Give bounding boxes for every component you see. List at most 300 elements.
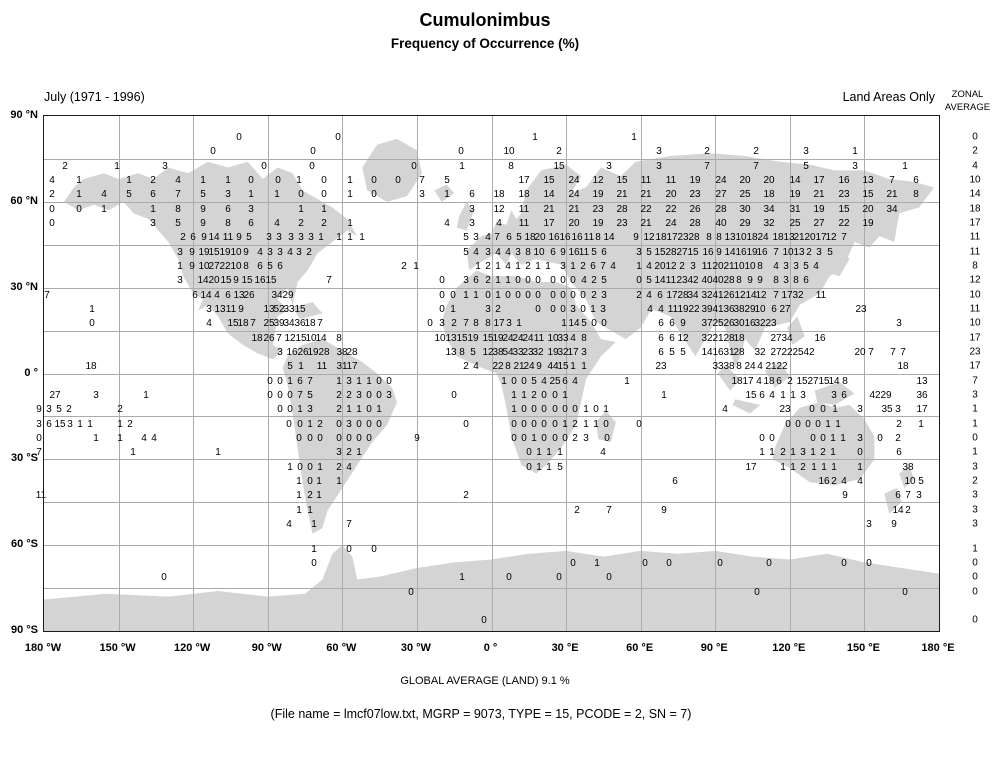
world-map-plot [35, 115, 940, 632]
zonal-average-value: 14 [969, 188, 981, 200]
frequency-value: 1 [562, 419, 568, 430]
frequency-value: 2 [451, 318, 457, 329]
zonal-header-line2: AVERAGE [944, 102, 991, 113]
frequency-value: 0 [296, 433, 302, 444]
frequency-value: 33 [712, 361, 724, 372]
latitude-tick-label: 90 °S [10, 624, 38, 636]
frequency-value: 1 [450, 304, 456, 315]
frequency-value: 17 [543, 218, 555, 229]
frequency-value: 17 [813, 175, 825, 186]
frequency-value: 7 [276, 333, 282, 344]
frequency-value: 0 [570, 558, 576, 569]
frequency-value: 33 [283, 304, 295, 315]
frequency-value: 21 [765, 361, 777, 372]
frequency-value: 0 [366, 433, 372, 444]
frequency-value: 2 [800, 462, 806, 473]
frequency-value: 16 [559, 232, 571, 243]
frequency-value: 3 [852, 161, 858, 172]
frequency-value: 3 [793, 261, 799, 272]
global-average-label: GLOBAL AVERAGE (LAND) 9.1 % [400, 675, 570, 687]
frequency-value: 3 [656, 161, 662, 172]
frequency-value: 15 [482, 333, 494, 344]
latitude-tick-label: 60 °S [10, 538, 38, 551]
frequency-value: 0 [550, 290, 556, 301]
frequency-value: 15 [553, 161, 565, 172]
frequency-value: 6 [913, 175, 919, 186]
frequency-value: 9 [661, 505, 667, 516]
frequency-value: 4 [757, 361, 763, 372]
frequency-value: 0 [317, 433, 323, 444]
frequency-value: 2 [572, 419, 578, 430]
frequency-value: 2 [298, 218, 304, 229]
frequency-value: 4 [257, 247, 263, 258]
frequency-value: 14 [603, 232, 615, 243]
frequency-value: 5 [444, 175, 450, 186]
frequency-value: 6 [669, 318, 675, 329]
frequency-value: 3 [895, 404, 901, 415]
frequency-value: 12 [643, 232, 655, 243]
frequency-value: 18 [763, 376, 775, 387]
zonal-average-value: 0 [972, 432, 978, 444]
frequency-value: 3 [469, 218, 475, 229]
frequency-value: 3 [162, 161, 168, 172]
frequency-value: 3 [288, 232, 294, 243]
frequency-value: 25 [739, 189, 751, 200]
frequency-value: 23 [765, 318, 777, 329]
frequency-value: 0 [562, 404, 568, 415]
frequency-value: 0 [277, 404, 283, 415]
frequency-value: 6 [506, 232, 512, 243]
frequency-value: 3 [581, 347, 587, 358]
frequency-value: 10 [230, 261, 242, 272]
frequency-value: 1 [532, 132, 538, 143]
frequency-value: 7 [44, 290, 50, 301]
zonal-header-line1: ZONAL [951, 89, 984, 100]
frequency-value: 18 [237, 318, 249, 329]
frequency-value: 1 [366, 376, 372, 387]
frequency-value: 1 [150, 204, 156, 215]
frequency-value: 28 [715, 204, 727, 215]
frequency-value: 16 [571, 232, 583, 243]
frequency-value: 0 [525, 290, 531, 301]
frequency-value: 4 [756, 376, 762, 387]
frequency-value: 6 [841, 390, 847, 401]
frequency-value: 20 [804, 232, 816, 243]
frequency-value: 4 [286, 519, 292, 530]
frequency-value: 0 [511, 433, 517, 444]
frequency-value: 0 [450, 290, 456, 301]
frequency-value: 1 [311, 544, 317, 555]
frequency-value: 16 [744, 318, 756, 329]
frequency-value: 0 [521, 419, 527, 430]
frequency-value: 1 [463, 290, 469, 301]
frequency-value: 34 [763, 204, 775, 215]
frequency-value: 2 [574, 505, 580, 516]
frequency-value: 18 [304, 318, 316, 329]
frequency-value: 32 [701, 333, 713, 344]
frequency-value: 28 [688, 232, 700, 243]
frequency-value: 1 [76, 175, 82, 186]
frequency-value: 2 [49, 189, 55, 200]
frequency-value: 24 [568, 175, 580, 186]
frequency-value: 17 [781, 290, 793, 301]
frequency-value: 0 [376, 376, 382, 387]
zonal-average-value: 3 [972, 518, 978, 530]
frequency-value: 12 [482, 347, 494, 358]
frequency-value: 19 [467, 333, 479, 344]
frequency-value: 3 [46, 404, 52, 415]
frequency-value: 0 [321, 189, 327, 200]
frequency-value: 1 [336, 476, 342, 487]
frequency-value: 1 [769, 447, 775, 458]
frequency-value: 11 [533, 333, 545, 344]
frequency-value: 2 [180, 232, 186, 243]
frequency-value: 10 [754, 304, 766, 315]
frequency-value: 5 [531, 376, 537, 387]
page-title: Cumulonimbus [419, 10, 551, 30]
frequency-value: 9 [747, 275, 753, 286]
frequency-value: 17 [745, 462, 757, 473]
frequency-value: 1 [495, 261, 501, 272]
frequency-value: 14 [200, 290, 212, 301]
page-subtitle: Frequency of Occurrence (%) [390, 36, 580, 51]
frequency-value: 3 [601, 290, 607, 301]
zonal-average-value: 3 [972, 489, 978, 501]
frequency-value: 0 [877, 433, 883, 444]
frequency-value: 1 [215, 447, 221, 458]
frequency-value: 0 [560, 290, 566, 301]
frequency-value: 25 [789, 218, 801, 229]
frequency-value: 3 [206, 304, 212, 315]
frequency-value: 1 [790, 462, 796, 473]
longitude-tick-label: 120 °E [772, 642, 806, 654]
frequency-value: 2 [525, 261, 531, 272]
frequency-value: 16 [818, 476, 830, 487]
frequency-value: 10 [230, 247, 242, 258]
frequency-value: 6 [562, 376, 568, 387]
frequency-value: 27 [49, 390, 61, 401]
frequency-value: 17 [815, 232, 827, 243]
frequency-value: 16 [756, 247, 768, 258]
frequency-value: 17 [518, 175, 530, 186]
frequency-value: 8 [581, 333, 587, 344]
frequency-value: 0 [371, 175, 377, 186]
frequency-value: 0 [521, 433, 527, 444]
frequency-value: 3 [600, 304, 606, 315]
frequency-value: 17 [916, 404, 928, 415]
frequency-value: 0 [785, 419, 791, 430]
frequency-value: 12 [825, 232, 837, 243]
frequency-value: 4 [581, 275, 587, 286]
frequency-value: 1 [347, 175, 353, 186]
frequency-value: 1 [321, 204, 327, 215]
frequency-value: 1 [821, 462, 827, 473]
frequency-value: 0 [395, 175, 401, 186]
frequency-value: 6 [190, 232, 196, 243]
parallel-grid-line [44, 245, 939, 246]
frequency-value: 11 [665, 275, 677, 286]
frequency-value: 2 [704, 146, 710, 157]
frequency-value: 0 [541, 433, 547, 444]
frequency-value: 6 [225, 290, 231, 301]
frequency-value: 34 [687, 290, 699, 301]
frequency-value: 23 [655, 361, 667, 372]
frequency-value: 15 [227, 318, 239, 329]
frequency-value: 1 [346, 404, 352, 415]
frequency-value: 3 [225, 189, 231, 200]
frequency-value: 52 [273, 304, 285, 315]
frequency-value: 4 [646, 290, 652, 301]
frequency-value: 16 [702, 247, 714, 258]
frequency-value: 27 [770, 347, 782, 358]
frequency-value: 1 [347, 189, 353, 200]
frequency-value: 3 [150, 218, 156, 229]
frequency-value: 1 [511, 390, 517, 401]
frequency-value: 31 [336, 361, 348, 372]
longitude-tick-label: 150 °W [99, 642, 136, 654]
frequency-value: 11 [578, 247, 590, 258]
frequency-value: 0 [526, 447, 532, 458]
frequency-value: 41 [712, 304, 724, 315]
frequency-value: 8 [505, 361, 511, 372]
frequency-value: 2 [531, 390, 537, 401]
frequency-value: 33 [512, 347, 524, 358]
frequency-value: 5 [669, 347, 675, 358]
frequency-value: 6 [150, 189, 156, 200]
frequency-value: 14 [208, 232, 220, 243]
frequency-value: 15 [241, 275, 253, 286]
frequency-value: 3 [515, 247, 521, 258]
frequency-value: 5 [803, 161, 809, 172]
frequency-value: 0 [902, 587, 908, 598]
frequency-value: 4 [813, 261, 819, 272]
frequency-value: 3 [463, 275, 469, 286]
zonal-average-value: 11 [969, 231, 981, 243]
frequency-value: 0 [570, 275, 576, 286]
frequency-value: 9 [536, 361, 542, 372]
frequency-value: 29 [282, 290, 294, 301]
frequency-value: 7 [326, 275, 332, 286]
frequency-value: 8 [842, 376, 848, 387]
frequency-value: 2 [336, 404, 342, 415]
frequency-value: 8 [473, 318, 479, 329]
frequency-value: 14 [828, 376, 840, 387]
frequency-value: 1 [852, 146, 858, 157]
frequency-value: 0 [49, 204, 55, 215]
frequency-value: 0 [356, 433, 362, 444]
frequency-value: 3 [583, 433, 589, 444]
frequency-value: 8 [459, 347, 465, 358]
frequency-value: 0 [427, 318, 433, 329]
frequency-value: 4 [505, 261, 511, 272]
frequency-value: 0 [336, 419, 342, 430]
frequency-value: 9 [680, 318, 686, 329]
frequency-value: 15 [862, 189, 874, 200]
frequency-value: 28 [723, 275, 735, 286]
frequency-value: 1 [316, 490, 322, 501]
frequency-value: 44 [547, 361, 559, 372]
frequency-value: 23 [855, 304, 867, 315]
frequency-value: 22 [492, 361, 504, 372]
frequency-value: 1 [521, 390, 527, 401]
frequency-value: 1 [516, 318, 522, 329]
frequency-value: 28 [689, 218, 701, 229]
frequency-value: 36 [294, 318, 306, 329]
frequency-value: 2 [401, 261, 407, 272]
zonal-average-value: 1 [972, 446, 978, 458]
frequency-value: 4 [773, 261, 779, 272]
frequency-value: 1 [318, 232, 324, 243]
frequency-value: 11 [640, 175, 652, 186]
frequency-value: 23 [689, 189, 701, 200]
frequency-value: 1 [759, 447, 765, 458]
frequency-value: 0 [309, 161, 315, 172]
longitude-tick-label: 180 °E [921, 642, 955, 654]
frequency-value: 1 [287, 376, 293, 387]
longitude-tick-label: 30 °W [400, 642, 431, 654]
frequency-value: 0 [550, 275, 556, 286]
frequency-value: 5 [200, 189, 206, 200]
frequency-value: 1 [835, 419, 841, 430]
frequency-value: 9 [200, 218, 206, 229]
frequency-value: 39 [701, 304, 713, 315]
frequency-value: 23 [616, 218, 628, 229]
frequency-value: 1 [840, 433, 846, 444]
frequency-value: 4 [646, 261, 652, 272]
frequency-value: 3 [386, 390, 392, 401]
frequency-value: 0 [451, 390, 457, 401]
frequency-value: 1 [296, 476, 302, 487]
frequency-value: 16 [286, 347, 298, 358]
frequency-value: 3 [783, 275, 789, 286]
frequency-value: 32 [557, 347, 569, 358]
frequency-value: 32 [532, 347, 544, 358]
frequency-value: 0 [261, 161, 267, 172]
frequency-value: 9 [189, 261, 195, 272]
frequency-value: 18 [897, 361, 909, 372]
frequency-value: 2 [306, 247, 312, 258]
frequency-value: 11 [665, 175, 677, 186]
frequency-value: 15 [687, 247, 699, 258]
zonal-average-header [938, 88, 997, 114]
frequency-value: 1 [130, 447, 136, 458]
frequency-value: 0 [439, 304, 445, 315]
frequency-value: 6 [658, 333, 664, 344]
zonal-average-value: 10 [969, 289, 981, 301]
frequency-value: 14 [892, 505, 904, 516]
frequency-value: 7 [773, 290, 779, 301]
frequency-value: 4 [541, 376, 547, 387]
frequency-value: 5 [56, 404, 62, 415]
frequency-value: 0 [759, 433, 765, 444]
frequency-value: 30 [739, 204, 751, 215]
frequency-value: 29 [744, 304, 756, 315]
frequency-value: 6 [759, 390, 765, 401]
frequency-value: 4 [572, 376, 578, 387]
frequency-value: 24 [568, 189, 580, 200]
zonal-average-value: 0 [972, 571, 978, 583]
frequency-value: 32 [701, 290, 713, 301]
frequency-value: 11 [222, 232, 234, 243]
frequency-value: 10 [305, 333, 317, 344]
frequency-value: 13 [214, 304, 226, 315]
frequency-value: 19 [689, 175, 701, 186]
frequency-value: 24 [715, 175, 727, 186]
frequency-value: 11 [316, 361, 328, 372]
frequency-value: 22 [219, 261, 231, 272]
frequency-value: 0 [376, 390, 382, 401]
frequency-value: 0 [511, 376, 517, 387]
frequency-value: 22 [640, 204, 652, 215]
parallel-grid-line [44, 288, 939, 289]
frequency-value: 0 [439, 290, 445, 301]
frequency-value: 37 [701, 318, 713, 329]
latitude-tick-label: 30 °N [10, 280, 38, 293]
frequency-value: 0 [857, 447, 863, 458]
frequency-value: 1 [536, 462, 542, 473]
frequency-value: 24 [757, 232, 769, 243]
frequency-value: 0 [515, 290, 521, 301]
frequency-value: 21 [616, 189, 628, 200]
frequency-value: 15 [54, 419, 66, 430]
frequency-value: 4 [287, 247, 293, 258]
frequency-value: 2 [905, 505, 911, 516]
period-label: July (1971 - 1996) [44, 90, 145, 104]
frequency-value: 5 [246, 232, 252, 243]
frequency-value: 0 [515, 275, 521, 286]
frequency-value: 0 [541, 390, 547, 401]
frequency-value: 1 [356, 404, 362, 415]
frequency-value: 0 [666, 558, 672, 569]
frequency-value: 1 [336, 232, 342, 243]
frequency-value: 40 [712, 275, 724, 286]
frequency-value: 3 [276, 232, 282, 243]
frequency-value: 20 [208, 275, 220, 286]
frequency-value: 0 [550, 304, 556, 315]
frequency-value: 2 [806, 247, 812, 258]
frequency-value: 1 [356, 447, 362, 458]
zonal-average-value: 0 [972, 586, 978, 598]
frequency-value: 18 [763, 189, 775, 200]
frequency-value: 1 [336, 376, 342, 387]
frequency-value: 12 [592, 175, 604, 186]
frequency-value: 5 [680, 347, 686, 358]
frequency-value: 14 [724, 247, 736, 258]
frequency-value: 38 [492, 347, 504, 358]
frequency-value: 17 [567, 347, 579, 358]
frequency-value: 1 [77, 419, 83, 430]
frequency-value: 1 [535, 261, 541, 272]
frequency-value: 9 [200, 204, 206, 215]
frequency-value: 14 [789, 175, 801, 186]
frequency-value: 4 [769, 390, 775, 401]
frequency-value: 3 [346, 376, 352, 387]
frequency-value: 4 [101, 189, 107, 200]
frequency-value: 34 [283, 318, 295, 329]
frequency-value: 22 [776, 361, 788, 372]
frequency-value: 5 [307, 390, 313, 401]
frequency-value: 6 [895, 490, 901, 501]
frequency-value: 3 [36, 419, 42, 430]
frequency-value: 1 [583, 419, 589, 430]
frequency-value: 15 [456, 333, 468, 344]
frequency-value: 2 [463, 361, 469, 372]
frequency-value: 0 [267, 390, 273, 401]
frequency-value: 1 [376, 404, 382, 415]
frequency-value: 4 [214, 290, 220, 301]
frequency-value: 20 [712, 261, 724, 272]
longitude-tick-label: 90 °E [700, 642, 728, 654]
